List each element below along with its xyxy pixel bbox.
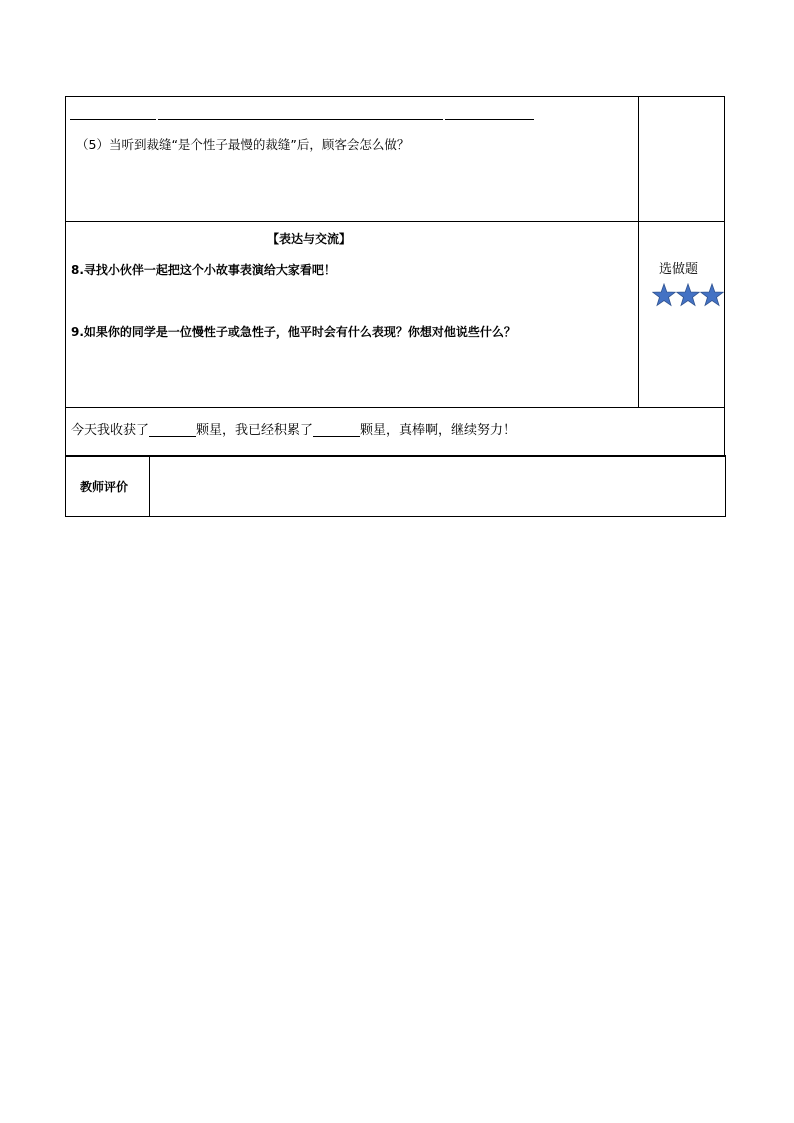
- question-8: 8.寻找小伙伴一起把这个小故事表演给大家看吧！: [71, 263, 336, 277]
- star-icon: [676, 283, 700, 307]
- eval-column-divider: [149, 456, 150, 517]
- question-5: （5）当听到裁缝“是个性子最慢的裁缝”后，顾客会怎么做？: [76, 137, 410, 152]
- eval-border-bottom: [65, 516, 726, 517]
- eval-border-left: [65, 456, 66, 517]
- star-summary-part1: 今天我收获了: [71, 423, 150, 438]
- teacher-eval-label: 教师评价: [80, 480, 129, 494]
- star-summary: [71, 422, 516, 440]
- table-column-divider: [638, 96, 639, 407]
- eval-border-top: [65, 456, 726, 457]
- question-9: 9.如果你的同学是一位慢性子或急性子，他平时会有什么表现？你想对他说些什么？: [71, 325, 516, 339]
- section-heading: 【表达与交流】: [267, 232, 352, 246]
- answer-line: [445, 119, 534, 120]
- stars-earned-blank[interactable]: [149, 422, 196, 437]
- table-row-divider-1: [65, 221, 725, 222]
- table-border-top: [65, 96, 725, 97]
- table-border-left: [65, 96, 66, 455]
- table-border-right: [724, 96, 725, 455]
- star-icon: [652, 283, 676, 307]
- star-summary-part2: 颗星，我已经积累了: [196, 423, 314, 438]
- stars-total-blank[interactable]: [313, 422, 360, 437]
- teacher-eval-field[interactable]: [151, 458, 723, 515]
- answer-line: [70, 119, 156, 120]
- answer-line: [158, 119, 443, 120]
- star-summary-part3: 颗星，真棒啊，继续努力！: [360, 423, 517, 438]
- optional-question-label: 选做题: [659, 262, 699, 277]
- star-icon: [700, 283, 724, 307]
- table-row-divider-2: [65, 407, 725, 408]
- eval-border-right: [725, 456, 726, 517]
